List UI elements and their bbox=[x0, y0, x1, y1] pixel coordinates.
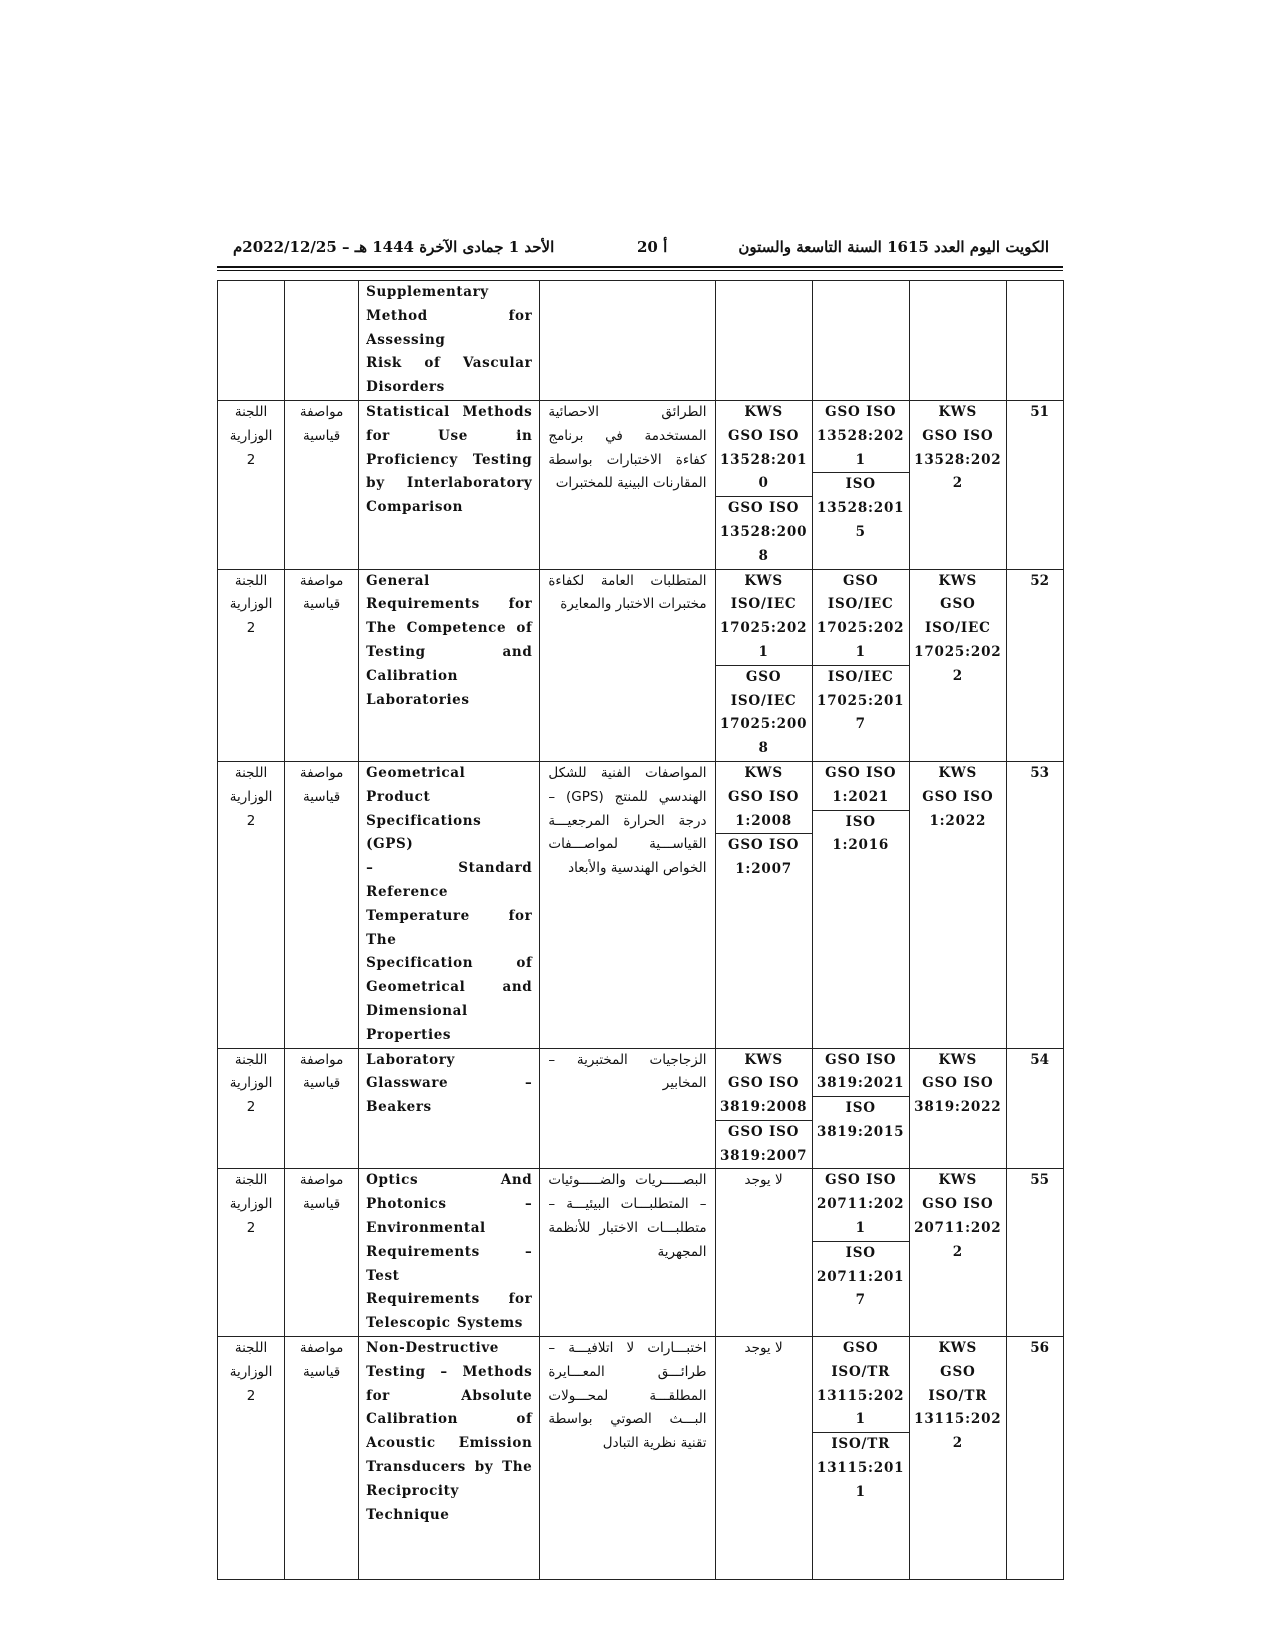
english-title-line: Geometrical Product bbox=[366, 764, 466, 805]
standard-code-line: GSO ISO bbox=[728, 1075, 800, 1092]
standard-code-line: ISO bbox=[845, 813, 876, 830]
standard-code-line: 13528:201 bbox=[817, 500, 905, 517]
cell-new-standard bbox=[909, 1169, 1006, 1337]
cell-new-standard bbox=[909, 761, 1006, 1048]
standard-code-line: GSO ISO bbox=[728, 500, 800, 517]
standard-code-line: GSO ISO bbox=[922, 1075, 994, 1092]
cell-english-title bbox=[359, 1337, 540, 1580]
english-title-line: Requirements – Test bbox=[366, 1243, 533, 1284]
standard-code-line: 20711:202 bbox=[914, 1220, 1002, 1237]
committee-line: اللجنة bbox=[234, 764, 268, 781]
standard-code-line: 1 bbox=[855, 451, 866, 468]
standard-code-line: 2 bbox=[952, 667, 963, 684]
type-line: قياسية bbox=[302, 788, 341, 805]
english-title-line: Technique bbox=[366, 1506, 450, 1523]
committee-line: 2 bbox=[246, 1387, 256, 1404]
standard-code-line: KWS bbox=[744, 764, 783, 781]
standard-code bbox=[813, 665, 909, 737]
cell-row-number: 52 bbox=[1006, 569, 1063, 761]
cell-new-standard bbox=[909, 1048, 1006, 1169]
english-title-line: Reciprocity bbox=[366, 1482, 459, 1499]
cell-type bbox=[285, 281, 359, 401]
standard-code-line: KWS bbox=[744, 1051, 783, 1068]
standard-code-line: GSO bbox=[940, 596, 976, 613]
cell-arabic-title: المواصفات الفنية للشكل الهندسي للمنتج (GPS) – درجة الحرارة المرجعيـــة القياســـية لمواصـــفات الخواص الهندسية والأبعاد bbox=[540, 761, 715, 1048]
english-title-line: Optics And bbox=[366, 1172, 533, 1189]
header-date: الأحد 1 جمادى الآخرة 1444 هـ – 2022/12/25م bbox=[233, 238, 555, 256]
committee-line: اللجنة bbox=[234, 1340, 268, 1357]
standard-code-line: KWS bbox=[938, 764, 978, 781]
cell-english-title bbox=[359, 569, 540, 761]
standard-code-line: 20711:201 bbox=[817, 1268, 905, 1285]
cell-committee bbox=[218, 1169, 285, 1337]
cell-row-number: 51 bbox=[1006, 400, 1063, 569]
standard-code-line: GSO ISO bbox=[728, 1123, 800, 1140]
standard-code-line: 1 bbox=[758, 643, 769, 660]
english-title-line: Method for Assessing bbox=[366, 307, 533, 348]
english-title-line: Environmental bbox=[366, 1220, 486, 1237]
standard-code-line: GSO bbox=[843, 1340, 879, 1357]
standard-code-line: GSO ISO bbox=[922, 427, 994, 444]
english-title-line: Laboratories bbox=[366, 691, 470, 708]
committee-line: 2 bbox=[246, 451, 256, 468]
cell-reference-standard bbox=[812, 569, 909, 761]
cell-reference-standard bbox=[812, 761, 909, 1048]
cell-reference-standard bbox=[812, 1048, 909, 1169]
standards-table bbox=[217, 280, 1064, 1580]
english-title-line: General bbox=[366, 572, 430, 589]
standard-code-line: 13528:202 bbox=[817, 427, 905, 444]
cell-english-title bbox=[359, 281, 540, 401]
standard-code-line: 8 bbox=[758, 547, 769, 564]
standard-code bbox=[813, 1432, 909, 1504]
standard-code bbox=[813, 1241, 909, 1313]
committee-line: 2 bbox=[246, 620, 256, 637]
standard-code-line: ISO/IEC bbox=[827, 596, 894, 613]
standard-code bbox=[910, 1169, 1006, 1264]
committee-line: اللجنة bbox=[234, 403, 268, 420]
standard-code-line: KWS bbox=[744, 403, 783, 420]
standard-code-line: 7 bbox=[855, 716, 866, 733]
standards-table-body bbox=[218, 281, 1064, 1580]
table-row bbox=[218, 1169, 1064, 1337]
type-line: قياسية bbox=[302, 1363, 341, 1380]
cell-english-title bbox=[359, 1048, 540, 1169]
english-title-line: Non-Destructive bbox=[366, 1340, 499, 1357]
cell-old-standard bbox=[715, 761, 812, 1048]
cell-arabic-title: الطرائق الاحصائية المستخدمة في برنامج كفاءة الاختبارات بواسطة المقارنات البينية للمختبرات bbox=[540, 400, 715, 569]
committee-line: الوزارية bbox=[229, 1075, 273, 1092]
cell-row-number: 55 bbox=[1006, 1169, 1063, 1337]
english-title-line: Disorders bbox=[366, 379, 445, 396]
english-title-line: Risk of Vascular bbox=[366, 355, 533, 372]
cell-committee bbox=[218, 569, 285, 761]
committee-line: اللجنة bbox=[234, 572, 268, 589]
standard-code-line: 13115:202 bbox=[817, 1387, 905, 1404]
standard-code-line: ISO/IEC bbox=[730, 692, 797, 709]
cell-new-standard bbox=[909, 1337, 1006, 1580]
type-line: قياسية bbox=[302, 1196, 341, 1213]
cell-new-standard bbox=[909, 569, 1006, 761]
cell-arabic-title bbox=[540, 281, 715, 401]
committee-line: الوزارية bbox=[229, 596, 273, 613]
cell-row-number: 54 bbox=[1006, 1048, 1063, 1169]
english-title-line: Dimensional bbox=[366, 1002, 468, 1019]
standard-code bbox=[910, 401, 1006, 496]
standard-code-line: 1:2022 bbox=[929, 812, 987, 829]
standard-code-line: 1 bbox=[855, 643, 866, 660]
standard-code bbox=[716, 570, 812, 665]
cell-reference-standard bbox=[812, 281, 909, 401]
standard-code bbox=[813, 810, 909, 859]
english-title-line: Glassware – Beakers bbox=[366, 1075, 533, 1116]
standard-code-line: ISO/IEC bbox=[827, 668, 894, 685]
english-title-line: by Interlaboratory bbox=[366, 475, 533, 492]
english-title-line: Laboratory bbox=[366, 1051, 455, 1068]
cell-type bbox=[285, 761, 359, 1048]
cell-row-number: 53 bbox=[1006, 761, 1063, 1048]
standard-code-line: 17025:202 bbox=[914, 643, 1002, 660]
standard-code-line: ISO bbox=[845, 1244, 876, 1261]
cell-committee bbox=[218, 1337, 285, 1580]
header-rule-thick bbox=[217, 266, 1063, 268]
standard-code bbox=[716, 833, 812, 882]
standard-code-line: 2 bbox=[952, 475, 963, 492]
standard-code-line: 17025:201 bbox=[817, 692, 905, 709]
english-title-line: Geometrical and bbox=[366, 979, 533, 996]
standard-code-line: KWS bbox=[938, 572, 978, 589]
standard-code-line: 1:2016 bbox=[832, 837, 890, 854]
standard-code-line: 1 bbox=[855, 1483, 866, 1500]
standard-code-line: 3819:2015 bbox=[817, 1123, 905, 1140]
standard-code bbox=[813, 1169, 909, 1240]
committee-line: الوزارية bbox=[229, 1196, 273, 1213]
standard-code bbox=[910, 570, 1006, 689]
standard-code-line: GSO bbox=[940, 1363, 976, 1380]
cell-reference-standard bbox=[812, 400, 909, 569]
standard-code-line: GSO ISO bbox=[728, 788, 800, 805]
standard-code-line: ISO bbox=[845, 1100, 876, 1117]
table-row bbox=[218, 569, 1064, 761]
standard-code bbox=[813, 762, 909, 810]
standard-code bbox=[716, 665, 812, 761]
standard-code-line: ISO/TR bbox=[928, 1387, 988, 1404]
type-line: قياسية bbox=[302, 427, 341, 444]
standard-code-line: 20711:202 bbox=[817, 1196, 905, 1213]
standard-code bbox=[716, 1049, 812, 1120]
standard-code-line: 13528:201 bbox=[719, 451, 808, 468]
cell-english-title bbox=[359, 1169, 540, 1337]
english-title-line: Specification of bbox=[366, 955, 533, 972]
committee-line: اللجنة bbox=[234, 1172, 268, 1189]
standard-code-line: 0 bbox=[758, 475, 769, 492]
cell-row-number: 56 bbox=[1006, 1337, 1063, 1580]
standard-code-line: 1:2008 bbox=[735, 812, 792, 829]
cell-old-standard bbox=[715, 281, 812, 401]
standard-code bbox=[910, 1049, 1006, 1120]
english-title-line: Proficiency Testing bbox=[366, 451, 533, 468]
cell-type bbox=[285, 1048, 359, 1169]
cell-arabic-title: اختبـــارات لا اتلافيـــة – طرائـــق المعـــايرة المطلقـــة لمحـــولات البـــث الصوتي بواسطة تقنية نظرية التبادل bbox=[540, 1337, 715, 1580]
standard-code-line: 7 bbox=[855, 1292, 866, 1309]
english-title-line: Calibration bbox=[366, 667, 458, 684]
standard-code-line: GSO ISO bbox=[825, 1051, 897, 1068]
cell-committee bbox=[218, 761, 285, 1048]
type-line: قياسية bbox=[302, 596, 341, 613]
standard-code-line: GSO ISO bbox=[922, 788, 994, 805]
committee-line: اللجنة bbox=[234, 1051, 268, 1068]
standard-code-line: ISO/TR bbox=[831, 1436, 891, 1453]
standard-code-line: GSO ISO bbox=[825, 1172, 897, 1189]
committee-line: 2 bbox=[246, 1099, 256, 1116]
standard-code-line: GSO ISO bbox=[825, 764, 897, 781]
english-title-line: Transducers by The bbox=[366, 1459, 533, 1476]
standard-code-line: 1:2021 bbox=[832, 788, 890, 805]
standard-code bbox=[813, 472, 909, 544]
english-title-line: Reference bbox=[366, 883, 449, 900]
standard-code-line: GSO ISO bbox=[922, 1196, 994, 1213]
standard-code bbox=[716, 401, 812, 496]
standard-code-line: 3819:2022 bbox=[914, 1099, 1002, 1116]
type-line: مواصفة bbox=[299, 764, 344, 781]
standard-code bbox=[910, 1337, 1006, 1456]
standard-code-line: 17025:202 bbox=[817, 620, 905, 637]
english-title-line: Requirements for bbox=[366, 596, 533, 613]
cell-old-standard bbox=[715, 569, 812, 761]
standard-code-line: ISO/TR bbox=[831, 1363, 891, 1380]
standard-code bbox=[813, 570, 909, 665]
standard-code-line: KWS bbox=[938, 1340, 978, 1357]
english-title-line: Supplementary bbox=[366, 284, 489, 300]
standard-code-line: 3819:2008 bbox=[719, 1099, 808, 1116]
standard-code-line: KWS bbox=[938, 403, 978, 420]
standard-code-line: 13528:202 bbox=[914, 451, 1002, 468]
standard-code-line: ISO/IEC bbox=[924, 620, 991, 637]
english-title-line: Statistical Methods bbox=[366, 403, 533, 420]
standard-code-line: 1 bbox=[855, 1220, 866, 1237]
standard-code-line: 8 bbox=[758, 740, 769, 757]
english-title-line: The Competence of bbox=[366, 620, 533, 637]
standard-code-line: GSO bbox=[843, 572, 879, 589]
type-line: مواصفة bbox=[299, 1051, 344, 1068]
cell-committee bbox=[218, 400, 285, 569]
english-title-line: Photonics – bbox=[366, 1196, 533, 1213]
committee-line: الوزارية bbox=[229, 1363, 273, 1380]
standard-code-line: 5 bbox=[855, 523, 866, 540]
cell-old-standard bbox=[715, 1048, 812, 1169]
standard-code-line: 17025:202 bbox=[719, 620, 808, 637]
standard-code-line: KWS bbox=[938, 1051, 978, 1068]
standard-code-line: 17025:200 bbox=[719, 716, 808, 733]
english-title-line: – Standard bbox=[366, 860, 533, 877]
type-line: مواصفة bbox=[299, 572, 344, 589]
table-row bbox=[218, 1048, 1064, 1169]
cell-type bbox=[285, 569, 359, 761]
standard-code-line: 13115:202 bbox=[914, 1411, 1002, 1428]
english-title-line: Calibration of bbox=[366, 1411, 533, 1428]
standard-code-line: ISO bbox=[845, 476, 876, 493]
cell-reference-standard bbox=[812, 1337, 909, 1580]
standard-code-line: GSO bbox=[745, 668, 782, 685]
english-title-line: for Use in bbox=[366, 427, 533, 444]
standard-code-line: 1:2007 bbox=[735, 861, 792, 878]
english-title-line: Temperature for The bbox=[366, 907, 533, 948]
standard-code bbox=[716, 762, 812, 833]
standard-code-line: GSO ISO bbox=[728, 427, 800, 444]
english-title-line: Comparison bbox=[366, 499, 464, 516]
standard-code bbox=[910, 762, 1006, 833]
cell-type bbox=[285, 400, 359, 569]
type-line: مواصفة bbox=[299, 1172, 344, 1189]
table-row bbox=[218, 761, 1064, 1048]
cell-english-title bbox=[359, 761, 540, 1048]
committee-line: 2 bbox=[246, 812, 256, 829]
cell-type bbox=[285, 1169, 359, 1337]
committee-line: الوزارية bbox=[229, 788, 273, 805]
cell-old-standard: لا يوجد bbox=[715, 1337, 812, 1580]
type-line: مواصفة bbox=[299, 403, 344, 420]
cell-english-title bbox=[359, 400, 540, 569]
cell-type bbox=[285, 1337, 359, 1580]
header-page-number: أ 20 bbox=[637, 238, 668, 256]
standard-code-line: KWS bbox=[938, 1172, 978, 1189]
cell-reference-standard bbox=[812, 1169, 909, 1337]
standard-code-line: GSO ISO bbox=[825, 403, 897, 420]
standard-code-line: KWS bbox=[744, 572, 783, 589]
english-title-line: Acoustic Emission bbox=[366, 1435, 533, 1452]
standard-code bbox=[813, 1337, 909, 1432]
cell-committee bbox=[218, 1048, 285, 1169]
english-title-line: Specifications (GPS) bbox=[366, 812, 482, 853]
cell-row-number bbox=[1006, 281, 1063, 401]
table-row-continuation bbox=[218, 281, 1064, 401]
standard-code bbox=[813, 1096, 909, 1145]
english-title-line: for Absolute bbox=[366, 1387, 533, 1404]
english-title-line: Telescopic Systems bbox=[366, 1315, 523, 1332]
standard-code-line: 3819:2021 bbox=[817, 1075, 905, 1092]
standard-code-line: ISO/IEC bbox=[730, 596, 797, 613]
english-title-line: Properties bbox=[366, 1026, 452, 1043]
cell-arabic-title: البصـــــريات والضـــــوئيات – المتطلبـــات البيئيـــة – متطلبـــات الاختبار للأنظمة المجهرية bbox=[540, 1169, 715, 1337]
cell-old-standard bbox=[715, 400, 812, 569]
standard-code-line: 13115:201 bbox=[817, 1460, 905, 1477]
committee-line: الوزارية bbox=[229, 427, 273, 444]
cell-new-standard bbox=[909, 281, 1006, 401]
standard-code-line: 13528:200 bbox=[719, 523, 808, 540]
committee-line: 2 bbox=[246, 1220, 256, 1237]
cell-committee bbox=[218, 281, 285, 401]
cell-arabic-title: الزجاجيات المختبرية – المخابير bbox=[540, 1048, 715, 1169]
standard-code-line: 2 bbox=[952, 1435, 963, 1452]
table-row bbox=[218, 1337, 1064, 1580]
english-title-line: Testing and bbox=[366, 643, 533, 660]
english-title-line: Testing – Methods bbox=[366, 1363, 533, 1380]
standard-code bbox=[716, 496, 812, 568]
standard-code bbox=[813, 1049, 909, 1097]
standard-code-line: 3819:2007 bbox=[719, 1147, 808, 1164]
english-title-line: Requirements for bbox=[366, 1291, 533, 1308]
standard-code-line: 1 bbox=[855, 1411, 866, 1428]
standard-code bbox=[813, 401, 909, 472]
page-header bbox=[217, 236, 1063, 266]
standard-code-line: GSO ISO bbox=[728, 837, 800, 854]
standard-code bbox=[716, 1120, 812, 1169]
standard-code-line: 2 bbox=[952, 1243, 963, 1260]
cell-old-standard: لا يوجد bbox=[715, 1169, 812, 1337]
header-gazette-title: الكويت اليوم العدد 1615 السنة التاسعة والستون bbox=[738, 238, 1049, 256]
cell-new-standard bbox=[909, 400, 1006, 569]
table-row bbox=[218, 400, 1064, 569]
type-line: قياسية bbox=[302, 1075, 341, 1092]
type-line: مواصفة bbox=[299, 1340, 344, 1357]
header-rule-thin bbox=[217, 270, 1063, 271]
cell-arabic-title: المتطلبات العامة لكفاءة مختبرات الاختبار والمعايرة bbox=[540, 569, 715, 761]
